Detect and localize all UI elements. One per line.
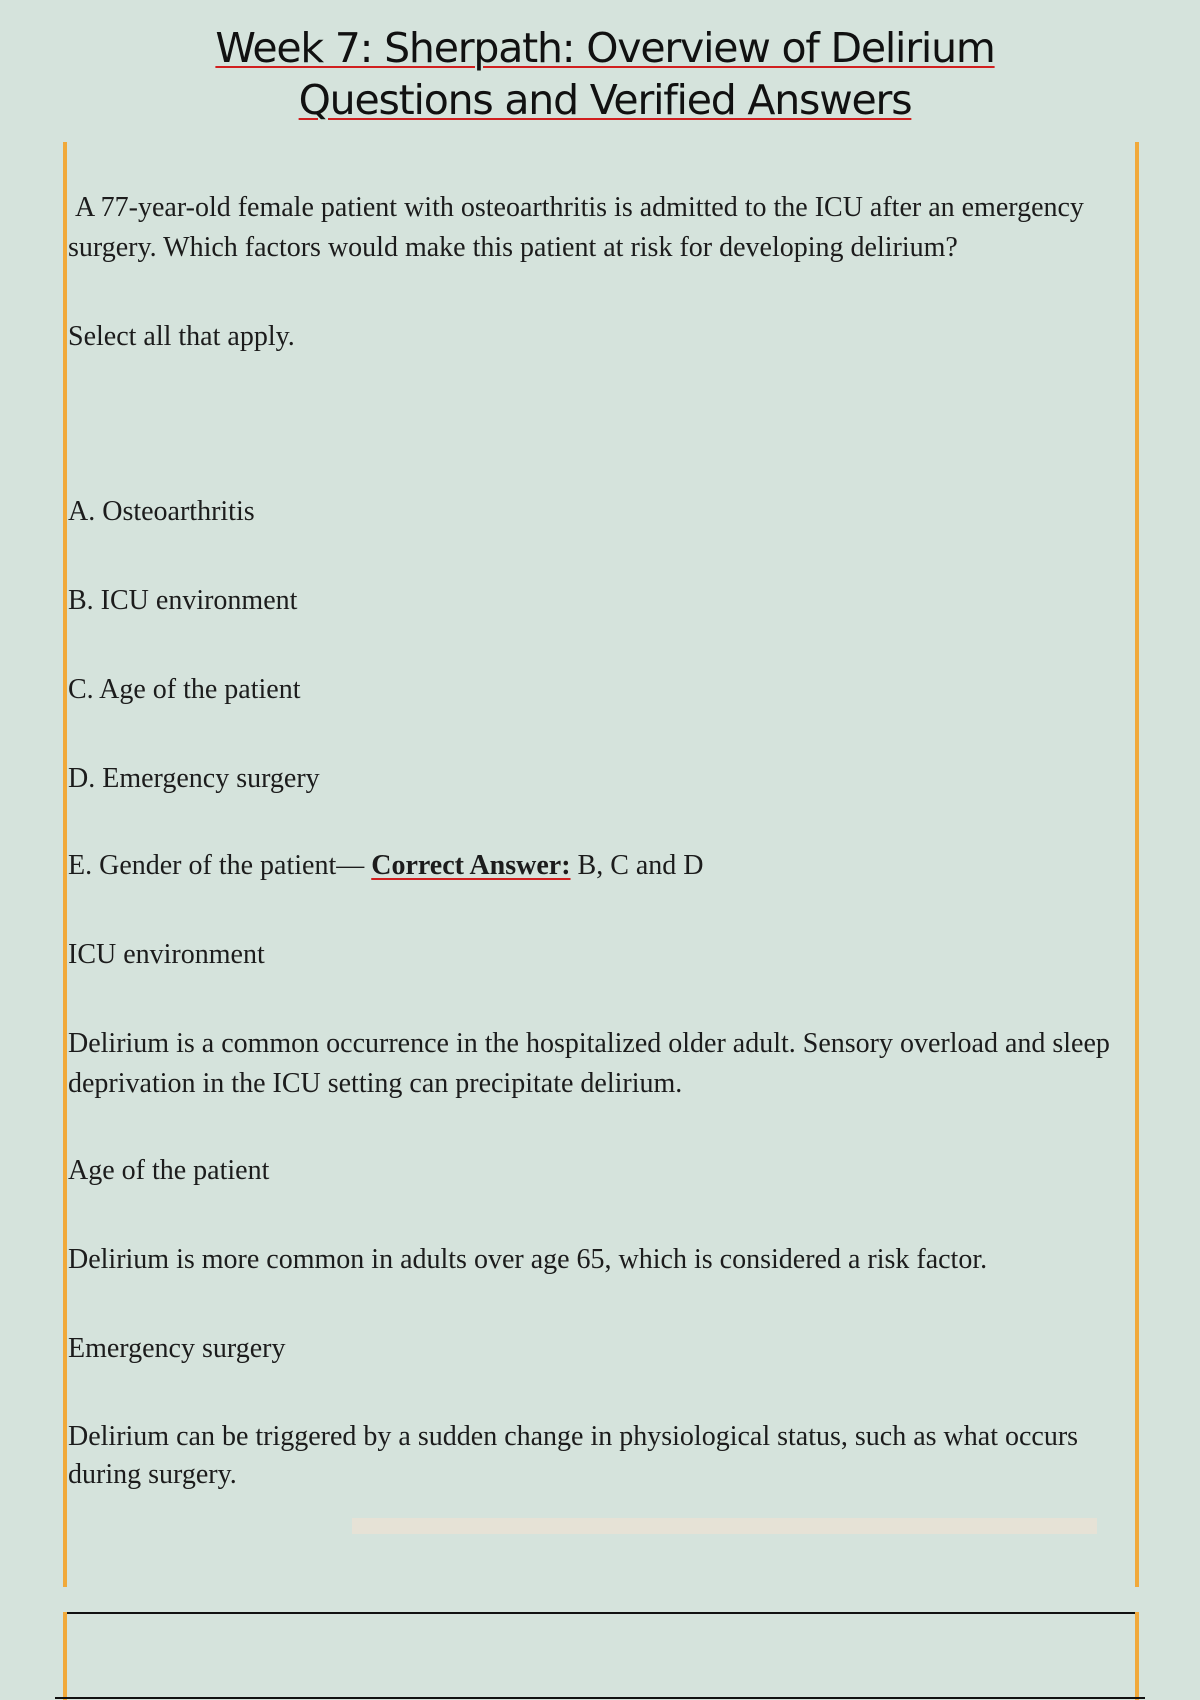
question-stem: A 77-year-old female patient with osteoarthritis is admitted to the ICU after an emergency surgery. Which factors would make this patient at risk for developing delirium? — [68, 192, 1091, 263]
option-e-with-answer — [68, 846, 1130, 886]
rationale-text-age: Delirium is more common in adults over age 65, which is considered a risk factor. — [68, 1244, 988, 1275]
left-accent-border — [63, 142, 67, 1587]
highlight-bar — [352, 1518, 1097, 1534]
question-instruction: Select all that apply. — [68, 321, 295, 352]
correct-answer-value: B, C and D — [570, 850, 704, 881]
rationale-heading-surgery: Emergency surgery — [68, 1333, 286, 1364]
left-accent-border-next — [63, 1612, 67, 1700]
option-e: E. Gender of the patient— — [68, 850, 365, 881]
right-accent-border — [1135, 142, 1139, 1587]
document-title — [0, 22, 1200, 126]
question-block — [68, 188, 1130, 1494]
option-d: D. Emergency surgery — [68, 763, 320, 794]
section-divider-top — [63, 1612, 1139, 1614]
option-a: A. Osteoarthritis — [68, 496, 255, 527]
rationale-heading-age: Age of the patient — [68, 1155, 270, 1186]
right-accent-border-next — [1135, 1612, 1139, 1700]
option-c: C. Age of the patient — [68, 674, 301, 705]
option-b: B. ICU environment — [68, 585, 298, 616]
correct-answer-label: Correct Answer: — [371, 850, 571, 881]
title-line-2: Questions and Verified Answers — [298, 76, 912, 124]
section-divider-bottom — [55, 1697, 1145, 1699]
rationale-heading-icu: ICU environment — [68, 939, 265, 970]
rationale-text-icu: Delirium is a common occurrence in the hospitalized older adult. Sensory overload and sleep deprivation in the ICU setting can precipitate delirium. — [68, 1028, 1110, 1099]
rationale-text-surgery: Delirium can be triggered by a sudden change in physiological status, such as what occurs during surgery. — [68, 1421, 1079, 1490]
title-line-1: Week 7: Sherpath: Overview of Delirium — [215, 24, 995, 72]
